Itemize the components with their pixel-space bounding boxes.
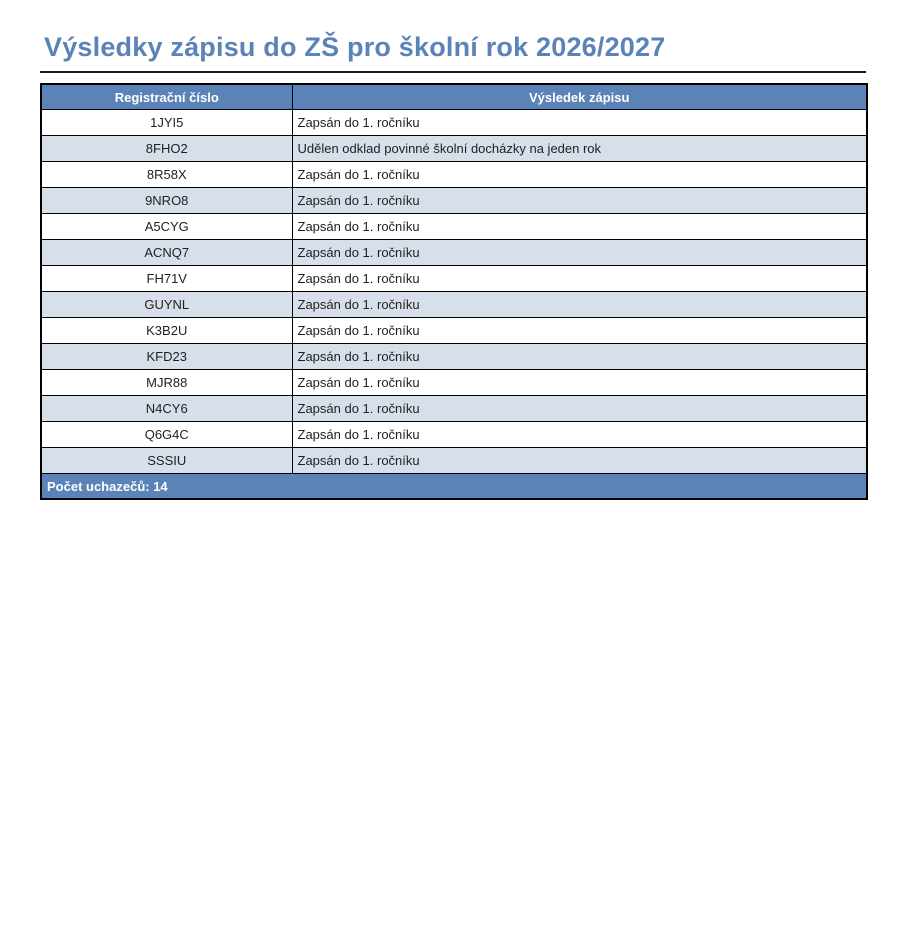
table-row [41,292,867,318]
page-title: Výsledky zápisu do ZŠ pro školní rok 2026/2027 [44,32,666,62]
results-table [40,83,868,500]
cell-result: Zapsán do 1. ročníku [292,188,867,214]
table-header-row [41,84,867,110]
table-row [41,370,867,396]
table-row [41,448,867,474]
cell-result: Zapsán do 1. ročníku [292,370,867,396]
cell-result: Zapsán do 1. ročníku [292,266,867,292]
cell-result: Zapsán do 1. ročníku [292,448,867,474]
cell-result: Zapsán do 1. ročníku [292,344,867,370]
cell-registration-number: 9NRO8 [41,188,292,214]
cell-registration-number: SSSIU [41,448,292,474]
table-row [41,240,867,266]
cell-result: Zapsán do 1. ročníku [292,318,867,344]
cell-registration-number: 1JYI5 [41,110,292,136]
cell-registration-number: GUYNL [41,292,292,318]
table-row [41,422,867,448]
table-body [41,110,867,474]
applicant-count: Počet uchazečů: 14 [41,474,867,500]
cell-result: Zapsán do 1. ročníku [292,240,867,266]
cell-registration-number: K3B2U [41,318,292,344]
table-row [41,110,867,136]
table-row [41,266,867,292]
table-footer-row [41,474,867,500]
cell-result: Zapsán do 1. ročníku [292,422,867,448]
cell-result: Zapsán do 1. ročníku [292,162,867,188]
column-header-registration-number: Registrační číslo [41,84,292,110]
cell-registration-number: FH71V [41,266,292,292]
cell-registration-number: Q6G4C [41,422,292,448]
cell-registration-number: 8R58X [41,162,292,188]
table-row [41,188,867,214]
table-row [41,214,867,240]
cell-result: Zapsán do 1. ročníku [292,214,867,240]
table-row [41,396,867,422]
cell-registration-number: KFD23 [41,344,292,370]
column-header-result: Výsledek zápisu [292,84,867,110]
cell-result: Zapsán do 1. ročníku [292,396,867,422]
cell-registration-number: A5CYG [41,214,292,240]
table-row [41,136,867,162]
cell-result: Zapsán do 1. ročníku [292,292,867,318]
title-divider [40,71,866,73]
cell-registration-number: MJR88 [41,370,292,396]
cell-result: Udělen odklad povinné školní docházky na jeden rok [292,136,867,162]
cell-registration-number: ACNQ7 [41,240,292,266]
cell-registration-number: N4CY6 [41,396,292,422]
cell-result: Zapsán do 1. ročníku [292,110,867,136]
cell-registration-number: 8FHO2 [41,136,292,162]
table-row [41,162,867,188]
table-row [41,344,867,370]
table-row [41,318,867,344]
